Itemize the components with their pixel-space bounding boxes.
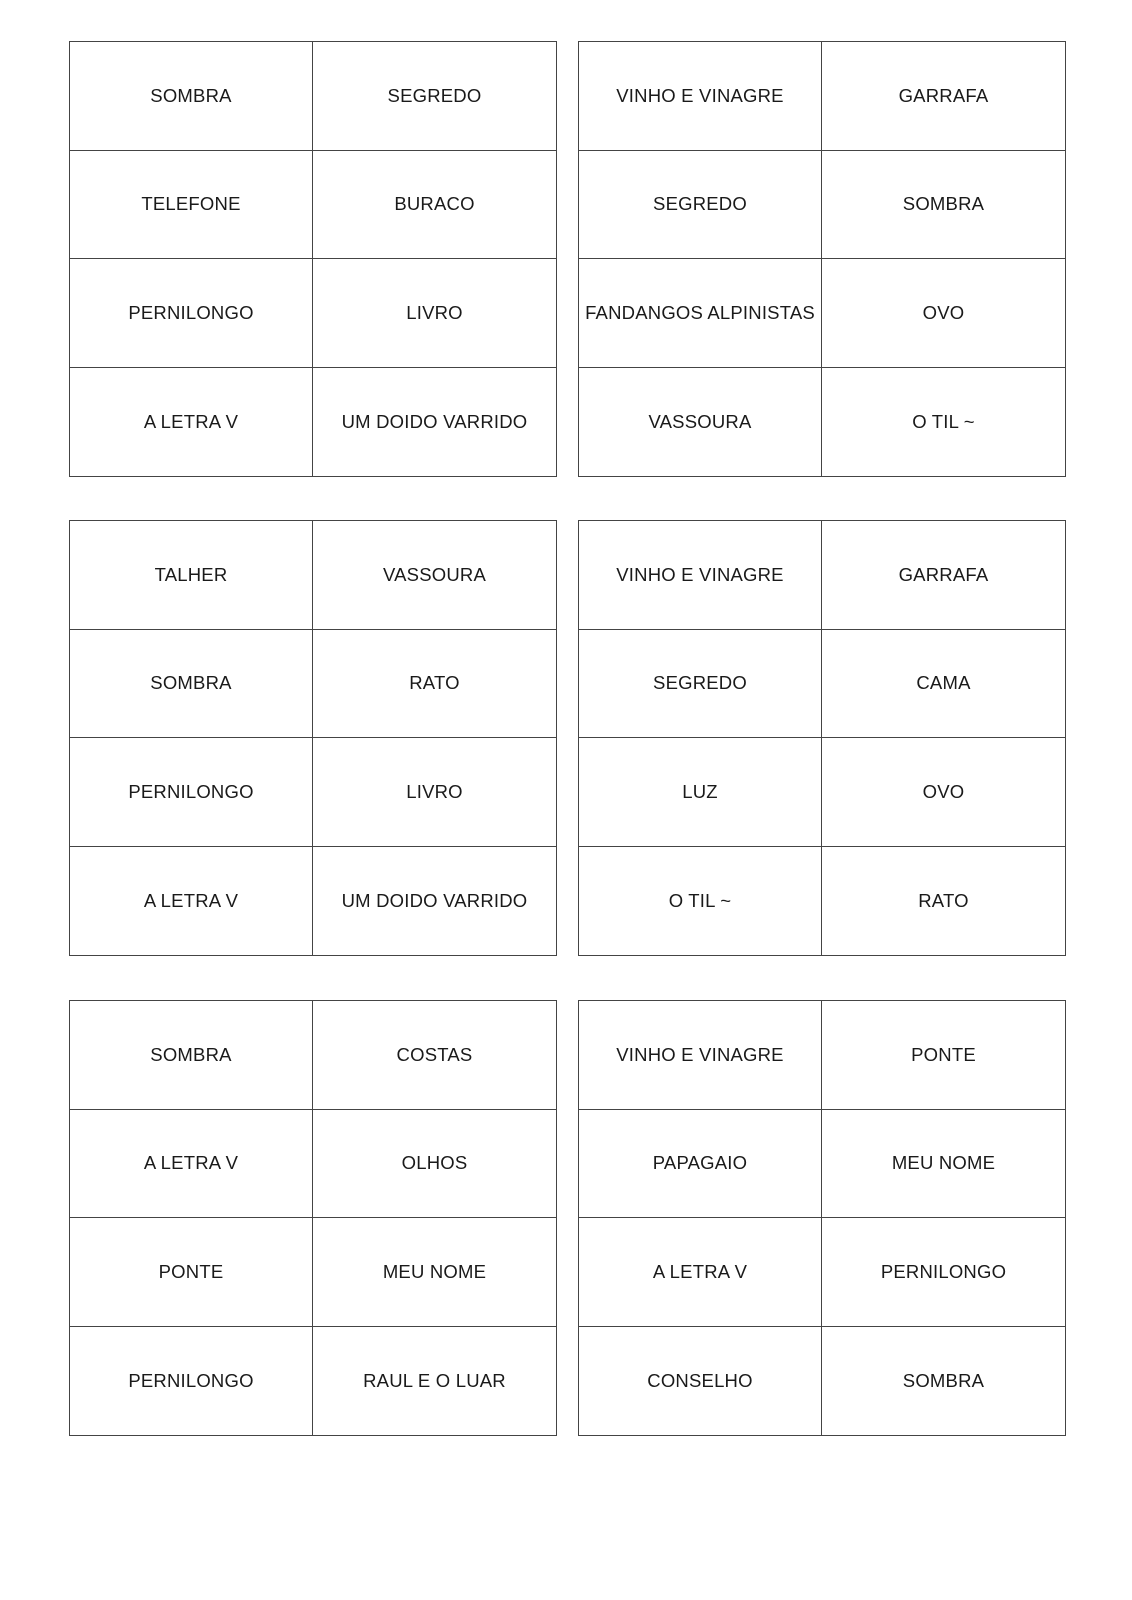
bingo-card-1 (69, 41, 557, 477)
card-cell: COSTAS (313, 1001, 556, 1110)
card-cell: TALHER (70, 521, 313, 630)
card-cell: SEGREDO (579, 151, 822, 260)
card-cell: A LETRA V (579, 1218, 822, 1327)
card-cell: OLHOS (313, 1110, 556, 1219)
card-cell: A LETRA V (70, 847, 313, 956)
card-cell: SOMBRA (70, 630, 313, 739)
card-cell: A LETRA V (70, 1110, 313, 1219)
card-cell: VASSOURA (579, 368, 822, 477)
bingo-card-2 (578, 41, 1066, 477)
card-cell: A LETRA V (70, 368, 313, 477)
card-cell: LIVRO (313, 738, 556, 847)
card-cell: O TIL ~ (579, 847, 822, 956)
card-cell: LUZ (579, 738, 822, 847)
card-cell: VINHO E VINAGRE (579, 42, 822, 151)
card-cell: VINHO E VINAGRE (579, 1001, 822, 1110)
card-cell: PERNILONGO (70, 259, 313, 368)
card-cell: RATO (313, 630, 556, 739)
card-cell: UM DOIDO VARRIDO (341, 410, 528, 432)
card-cell: UM DOIDO VARRIDO (341, 889, 528, 911)
card-cell: SOMBRA (822, 151, 1065, 260)
card-cell: TELEFONE (70, 151, 313, 260)
card-cell: PERNILONGO (822, 1218, 1065, 1327)
card-cell: MEU NOME (822, 1110, 1065, 1219)
card-cell: PONTE (70, 1218, 313, 1327)
card-cell: PERNILONGO (70, 1327, 313, 1436)
card-cell: PONTE (822, 1001, 1065, 1110)
card-cell: PERNILONGO (70, 738, 313, 847)
bingo-card-4 (578, 520, 1066, 956)
card-cell: FANDANGOS ALPINISTAS (579, 259, 822, 368)
bingo-card-3 (69, 520, 557, 956)
card-cell: GARRAFA (822, 42, 1065, 151)
card-cell: PAPAGAIO (579, 1110, 822, 1219)
card-cell: SEGREDO (313, 42, 556, 151)
card-cell: RATO (918, 889, 969, 911)
card-cell: BURACO (313, 151, 556, 260)
card-cell: O TIL ~ (912, 410, 975, 432)
card-cell: RAUL E O LUAR (363, 1369, 506, 1391)
card-cell: VASSOURA (313, 521, 556, 630)
card-cell: LIVRO (313, 259, 556, 368)
card-cell: VINHO E VINAGRE (579, 521, 822, 630)
card-cell: GARRAFA (822, 521, 1065, 630)
bingo-card-6 (578, 1000, 1066, 1436)
card-cell: CAMA (822, 630, 1065, 739)
card-cell: CONSELHO (579, 1327, 822, 1436)
card-cell: OVO (822, 738, 1065, 847)
card-cell: SOMBRA (70, 1001, 313, 1110)
card-cell: MEU NOME (313, 1218, 556, 1327)
card-cell: SEGREDO (579, 630, 822, 739)
bingo-card-5 (69, 1000, 557, 1436)
card-cell: SOMBRA (902, 1369, 985, 1391)
card-cell: OVO (822, 259, 1065, 368)
card-cell: SOMBRA (70, 42, 313, 151)
